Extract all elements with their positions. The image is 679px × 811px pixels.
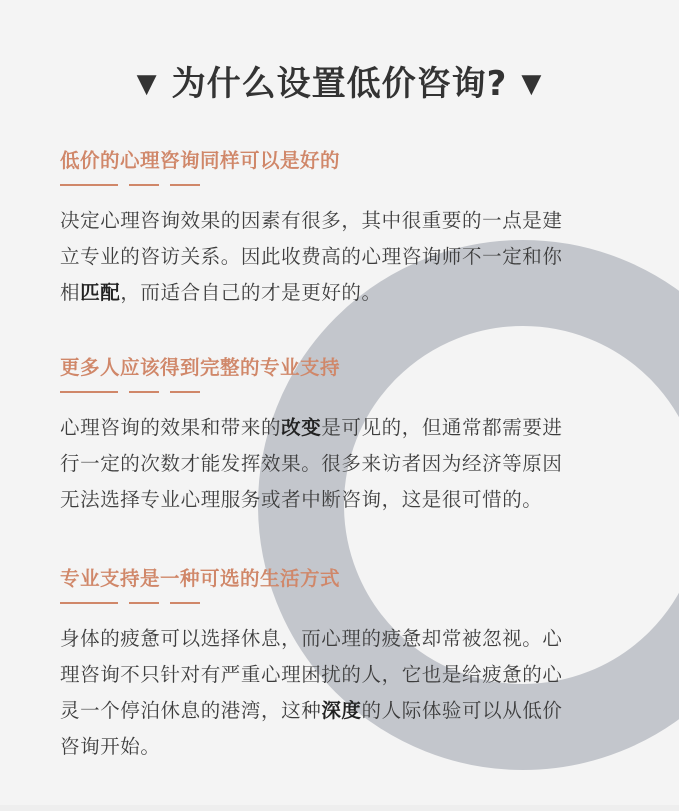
paragraph-line — [60, 239, 635, 275]
text-run: 立专业的咨访关系。因此收费高的心理咨询师不一定和你 — [60, 245, 563, 268]
heading-underline — [60, 602, 635, 606]
section-complete-support — [60, 354, 635, 518]
text-run: 咨询开始。 — [60, 735, 161, 758]
triangle-down-icon: ▼ — [521, 69, 543, 99]
heading-underline — [60, 184, 635, 188]
underline-dash — [170, 602, 200, 604]
emphasis-text: 深度 — [321, 699, 362, 722]
section-paragraph — [60, 203, 635, 311]
section-heading: 低价的心理咨询同样可以是好的 — [60, 149, 341, 172]
paragraph-line — [60, 729, 635, 765]
emphasis-text: 改变 — [281, 416, 322, 439]
underline-dash — [129, 391, 159, 393]
text-run: 决定心理咨询效果的因素有很多，其中很重要的一点是建 — [60, 209, 563, 232]
section-heading: 专业支持是一种可选的生活方式 — [60, 567, 341, 590]
paragraph-line — [60, 275, 635, 311]
text-run: ，而适合自己的才是更好的。 — [120, 281, 382, 304]
text-run: 是可见的，但通常都需要进 — [321, 416, 563, 439]
emphasis-text: 匹配 — [80, 281, 121, 304]
page-title-text: 为什么设置低价咨询? — [171, 64, 508, 104]
underline-dash — [129, 602, 159, 604]
section-paragraph — [60, 621, 635, 765]
heading-underline — [60, 391, 635, 395]
paragraph-line — [60, 482, 635, 518]
section-low-price-quality — [60, 147, 635, 311]
bottom-band — [0, 805, 679, 811]
text-run: 相 — [60, 281, 81, 304]
section-paragraph — [60, 410, 635, 518]
text-run: 灵一个停泊休息的港湾，这种 — [60, 699, 322, 722]
section-heading: 更多人应该得到完整的专业支持 — [60, 356, 341, 379]
underline-dash — [60, 602, 118, 604]
triangle-down-icon: ▼ — [136, 69, 158, 99]
paragraph-line — [60, 621, 635, 657]
section-lifestyle-support — [60, 565, 635, 765]
page-title — [0, 56, 679, 105]
underline-dash — [170, 391, 200, 393]
paragraph-line — [60, 446, 635, 482]
text-run: 行一定的次数才能发挥效果。很多来访者因为经济等原因 — [60, 452, 563, 475]
text-run: 无法选择专业心理服务或者中断咨询，这是很可惜的。 — [60, 488, 543, 511]
underline-dash — [60, 184, 118, 186]
underline-dash — [60, 391, 118, 393]
text-run: 身体的疲惫可以选择休息，而心理的疲惫却常被忽视。心 — [60, 627, 563, 650]
paragraph-line — [60, 693, 635, 729]
underline-dash — [129, 184, 159, 186]
paragraph-line — [60, 203, 635, 239]
text-run: 心理咨询的效果和带来的 — [60, 416, 282, 439]
text-run: 理咨询不只针对有严重心理困扰的人，它也是给疲惫的心 — [60, 663, 563, 686]
text-run: 的人际体验可以从低价 — [361, 699, 563, 722]
paragraph-line — [60, 410, 635, 446]
paragraph-line — [60, 657, 635, 693]
underline-dash — [170, 184, 200, 186]
